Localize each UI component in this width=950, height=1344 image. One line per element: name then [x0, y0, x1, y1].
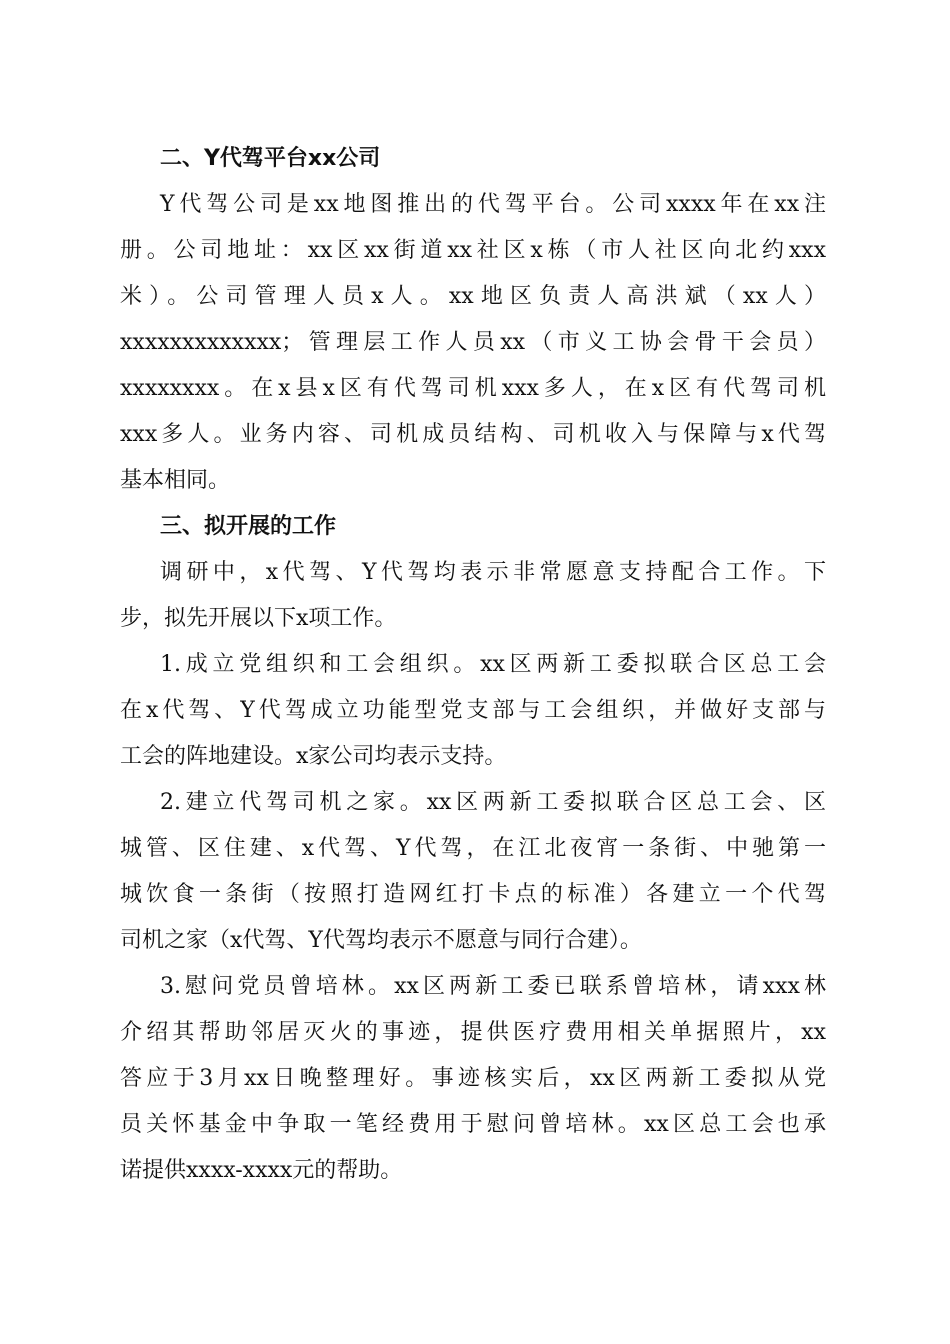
paragraph-line: Y代驾公司是xx地图推出的代驾平台。公司xxxx年在xx注 — [160, 192, 826, 217]
paragraph-line: 步，拟先开展以下x项工作。 — [120, 606, 397, 631]
paragraph-line: 城管、区住建、x代驾、Y代驾，在江北夜宵一条街、中驰第一 — [120, 836, 826, 861]
paragraph-line: 基本相同。 — [120, 468, 231, 493]
item-1-paragraph — [120, 642, 826, 780]
paragraph-line: xxxxxxxx。在x县x区有代驾司机xxx多人，在x区有代驾司机 — [120, 376, 826, 401]
paragraph-line: 诺提供xxxx-xxxx元的帮助。 — [120, 1158, 403, 1183]
section-3-heading: 三、拟开展的工作 — [160, 514, 337, 539]
paragraph-line: 城饮食一条街（按照打造网红打卡点的标准）各建立一个代驾 — [120, 882, 826, 907]
paragraph-line: 册。公司地址：xx区xx街道xx社区x栋（市人社区向北约xxx — [120, 238, 826, 263]
paragraph-line: 工会的阵地建设。x家公司均表示支持。 — [120, 744, 507, 769]
section-2-heading: 二、Y代驾平台xx公司 — [160, 146, 381, 171]
paragraph-line: xxxxxxxxxxxxx；管理层工作人员xx（市义工协会骨干会员） — [120, 330, 826, 355]
paragraph-line: 3.慰问党员曾培林。xx区两新工委已联系曾培林，请xxx林 — [160, 974, 826, 999]
item-2-paragraph — [120, 780, 826, 964]
paragraph-line: 调研中，x代驾、Y代驾均表示非常愿意支持配合工作。下 — [160, 560, 826, 585]
item-3-paragraph — [120, 964, 826, 1194]
paragraph-line: xxx多人。业务内容、司机成员结构、司机收入与保障与x代驾 — [120, 422, 826, 447]
paragraph-line: 1.成立党组织和工会组织。xx区两新工委拟联合区总工会 — [160, 652, 826, 677]
document-page — [120, 136, 826, 1194]
paragraph-line: 米）。公司管理人员x人。xx地区负责人高洪斌（xx人） — [120, 284, 826, 309]
paragraph-line: 在x代驾、Y代驾成立功能型党支部与工会组织，并做好支部与 — [120, 698, 826, 723]
paragraph-line: 员关怀基金中争取一笔经费用于慰问曾培林。xx区总工会也承 — [120, 1112, 826, 1137]
paragraph-line: 介绍其帮助邻居灭火的事迹，提供医疗费用相关单据照片，xx — [120, 1020, 826, 1045]
paragraph-line: 答应于3月xx日晚整理好。事迹核实后，xx区两新工委拟从党 — [120, 1066, 826, 1091]
paragraph-line: 司机之家（x代驾、Y代驾均表示不愿意与同行合建）。 — [120, 928, 642, 953]
section-3-intro — [120, 550, 826, 642]
section-2-paragraph — [120, 182, 826, 504]
paragraph-line: 2.建立代驾司机之家。xx区两新工委拟联合区总工会、区 — [160, 790, 826, 815]
